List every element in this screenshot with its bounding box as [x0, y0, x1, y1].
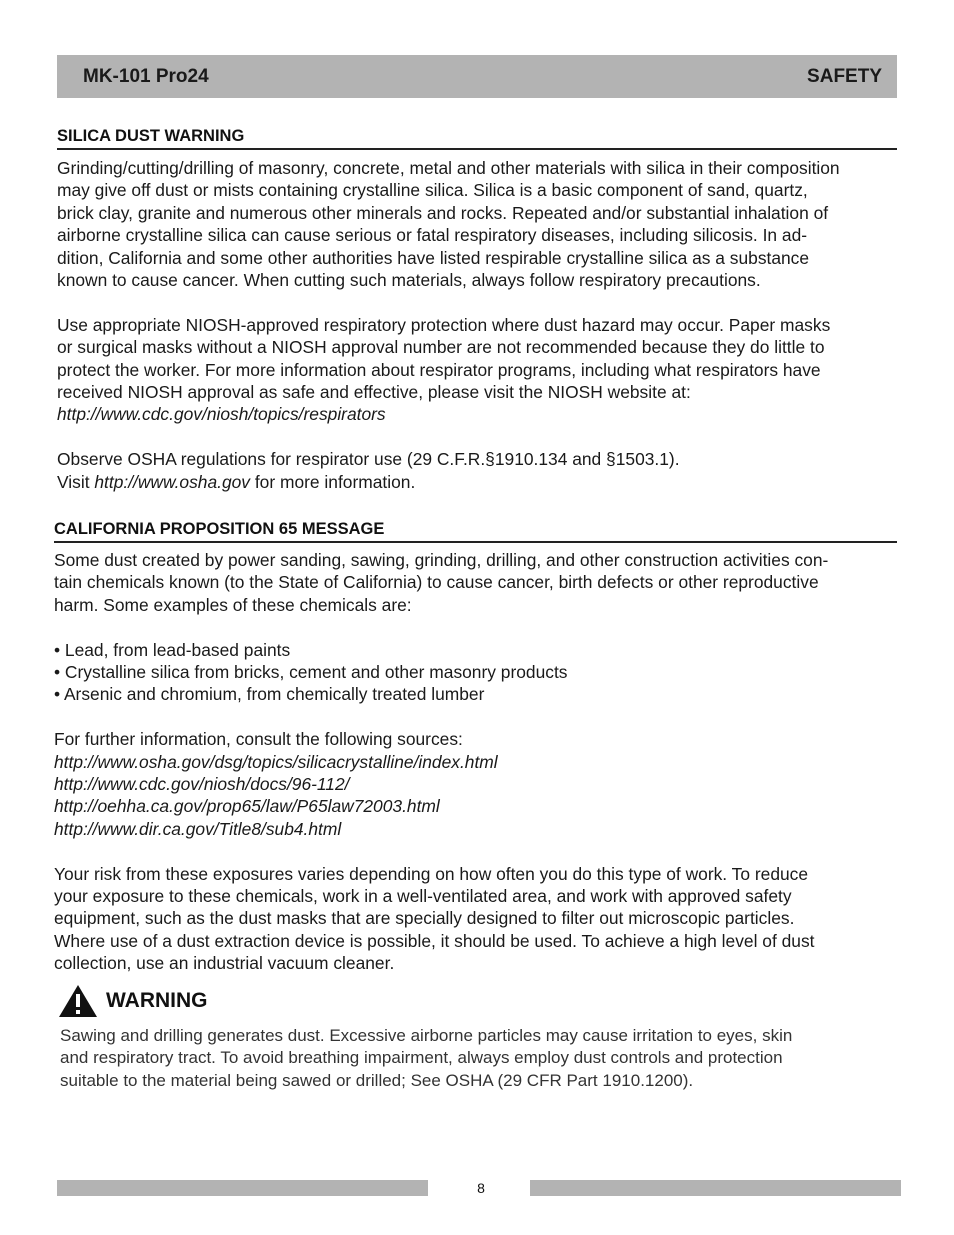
silica-section-title: SILICA DUST WARNING [57, 127, 897, 150]
header-bar [57, 55, 897, 98]
text-line: Grinding/cutting/drilling of masonry, concrete, metal and other materials with silica in their composition [57, 158, 840, 178]
bullet-item: • Lead, from lead-based paints [54, 639, 291, 660]
text-line: suitable to the material being sawed or drilled; See OSHA (29 CFR Part 1910.1200). [60, 1070, 694, 1090]
text-line: Use appropriate NIOSH-approved respiratory protection where dust hazard may occur. Paper masks [57, 314, 831, 335]
prop65-body [54, 549, 902, 975]
visit-text: Visit [57, 471, 95, 492]
silica-body [57, 157, 902, 493]
section-name: SAFETY [807, 65, 882, 87]
footer-bar-left [57, 1180, 428, 1196]
text-line: dition, California and some other authorities have listed respirable crystalline silica as a substance [57, 247, 810, 268]
text-line: Sawing and drilling generates dust. Excessive airborne particles may cause irritation to eyes, skin [60, 1026, 793, 1045]
osha-link[interactable]: http://www.osha.gov [94, 471, 251, 492]
prop65-section-title: CALIFORNIA PROPOSITION 65 MESSAGE [54, 520, 897, 543]
text-line: harm. Some examples of these chemicals are: [54, 594, 412, 615]
source-link[interactable]: http://www.dir.ca.gov/Title8/sub4.html [54, 818, 342, 839]
text-line: protect the worker. For more information about respirator programs, including what respirators have [57, 359, 821, 380]
source-link[interactable]: http://oehha.ca.gov/prop65/law/P65law72003.html [54, 796, 440, 817]
warning-text [60, 1025, 890, 1092]
niosh-link[interactable]: http://www.cdc.gov/niosh/topics/respirators [57, 404, 386, 425]
text-line: Where use of a dust extraction device is possible, it should be used. To achieve a high level of dust [54, 930, 815, 951]
text-line: or surgical masks without a NIOSH approval number are not recommended because they do little to [57, 337, 825, 358]
source-link[interactable]: http://www.osha.gov/dsg/topics/silicacrystalline/index.html [54, 751, 498, 772]
text-line: and respiratory tract. To avoid breathing impairment, always employ dust controls and protection [60, 1048, 783, 1068]
text-line: brick clay, granite and numerous other minerals and rocks. Repeated and/or substantial inhalation of [57, 202, 829, 223]
osha-visit-line [57, 471, 902, 493]
text-line: collection, use an industrial vacuum cleaner. [54, 953, 395, 974]
warning-triangle-icon [58, 984, 98, 1018]
page-number: 8 [477, 1180, 485, 1196]
text-line: Some dust created by power sanding, sawing, grinding, drilling, and other construction activities con- [54, 550, 829, 570]
text-line: may give off dust or mists containing crystalline silica. Silica is a basic component of sand, quartz, [57, 180, 808, 201]
footer-bar-right [530, 1180, 901, 1196]
model-name: MK-101 Pro24 [83, 65, 209, 87]
bullet-item: • Arsenic and chromium, from chemically treated lumber [54, 684, 485, 705]
text-line: your exposure to these chemicals, work in a well-ventilated area, and work with approved safety [54, 886, 792, 907]
visit-tail: for more information. [250, 471, 416, 492]
text-line: received NIOSH approval as safe and effective, please visit the NIOSH website at: [57, 382, 691, 403]
warning-heading [58, 984, 208, 1018]
source-link[interactable]: http://www.cdc.gov/niosh/docs/96-112/ [54, 774, 350, 795]
text-line: airborne crystalline silica can cause serious or fatal respiratory diseases, including silicosis. In ad- [57, 225, 808, 246]
sources-intro: For further information, consult the following sources: [54, 729, 463, 750]
warning-label: WARNING [106, 989, 208, 1012]
text-line: equipment, such as the dust masks that are specially designed to filter out microscopic particles. [54, 908, 795, 929]
bullet-item: • Crystalline silica from bricks, cement and other masonry products [54, 662, 568, 683]
text-line: tain chemicals known (to the State of California) to cause cancer, birth defects or other reproductive [54, 572, 819, 593]
text-line: Your risk from these exposures varies depending on how often you do this type of work. To reduce [54, 863, 809, 884]
text-line: known to cause cancer. When cutting such materials, always follow respiratory precautions. [57, 270, 761, 291]
text-line: Observe OSHA regulations for respirator use (29 C.F.R.§1910.134 and §1503.1). [57, 449, 680, 470]
